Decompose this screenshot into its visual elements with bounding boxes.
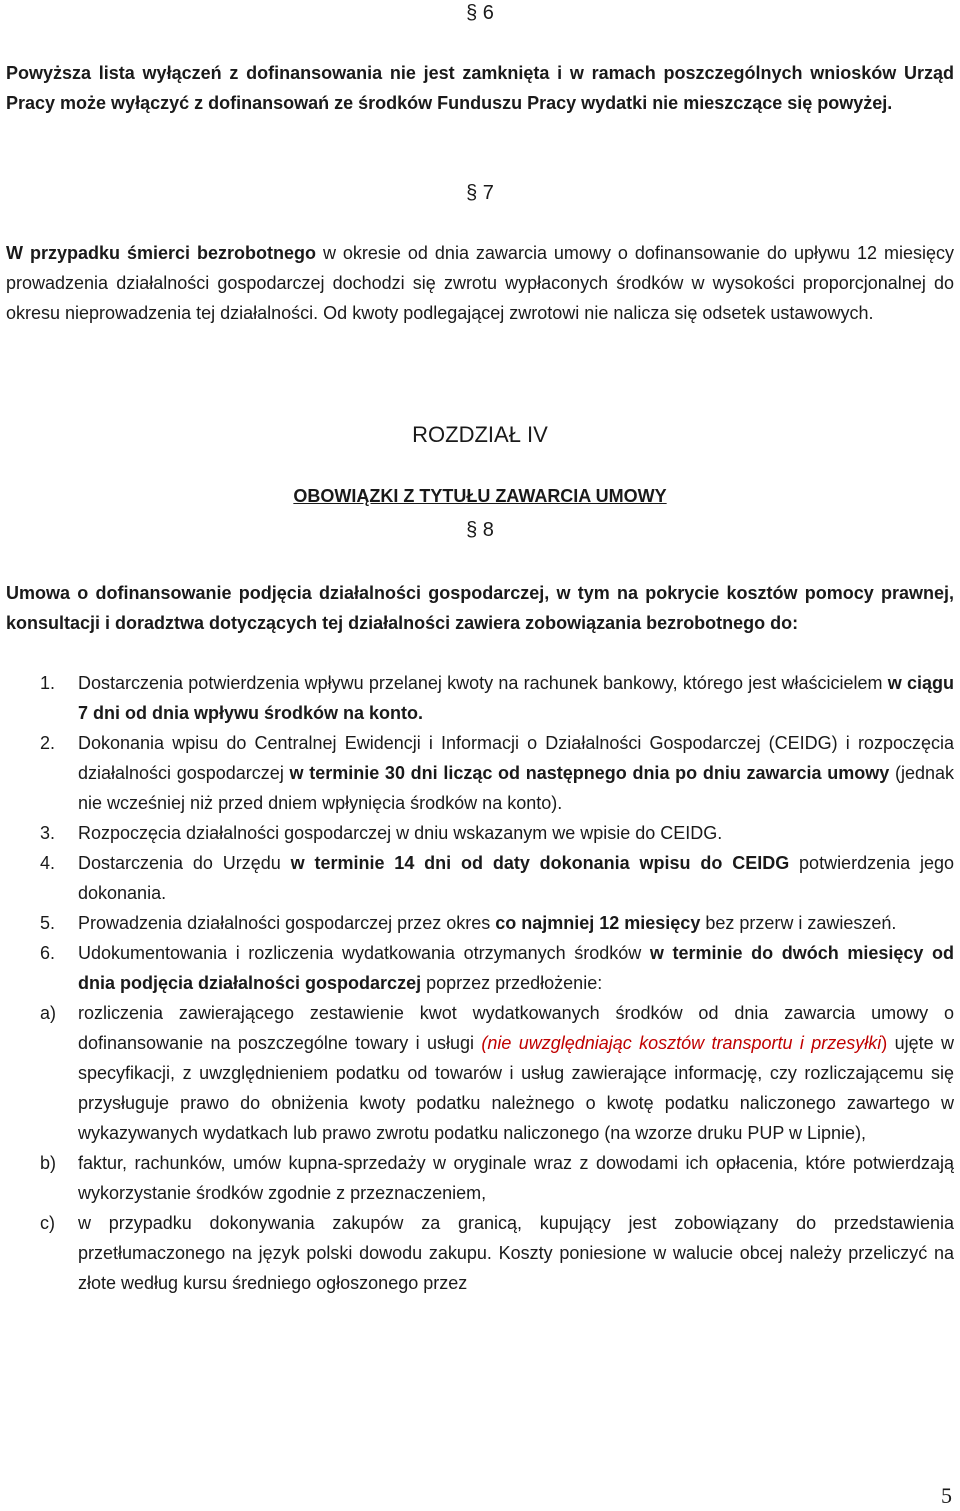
list-item-number: 4. — [40, 853, 56, 873]
section-6-heading: § 6 — [466, 2, 494, 24]
list-item-number: 2. — [40, 733, 56, 753]
list-item-number: 6. — [40, 943, 56, 963]
list-item-text: Rozpoczęcia działalności gospodarczej w dniu wskazanym we wpisie do CEIDG. — [78, 823, 723, 843]
section-7-text: w okresie od dnia zawarcia umowy o dofinansowanie do upływu 12 miesięcy prowadzenia działalności gospodarczej dochodzi się zwrotu wypłaconych środków w wysokości proporcjonalnej do okresu nieprowadzenia tej działalności. Od kwoty podlegającej zwrotowi nie nalicza się odsetek ustawowych. — [6, 243, 954, 323]
list-item-text: Dostarczenia do Urzędu — [78, 853, 291, 873]
sub-item-label: c) — [40, 1213, 55, 1233]
sub-item-red-paren: ) — [881, 1033, 888, 1053]
list-item — [6, 908, 954, 938]
section-8-heading: § 8 — [466, 519, 494, 541]
page-number: 5 — [941, 1483, 952, 1508]
list-item-text-2: potwierdzenia jego dokonania. — [78, 853, 954, 903]
sub-item-text: rozliczenia zawierającego zestawienie kwot wydatkowanych środków od dnia zawarcia umowy o dofinansowanie na poszczególne towary i usługi — [78, 1003, 954, 1053]
list-item — [6, 848, 954, 908]
sub-item-text: faktur, rachunków, umów kupna-sprzedaży w oryginale wraz z dowodami ich opłacenia, które potwierdzają wykorzystanie środków zgodnie z przeznaczeniem, — [78, 1153, 954, 1203]
list-item-bold: w terminie 30 dni licząc od następnego dnia po dniu zawarcia umowy — [289, 763, 890, 783]
list-item-text-2: poprzez przedłożenie: — [421, 973, 603, 993]
section-6-paragraph: Powyższa lista wyłączeń z dofinansowania nie jest zamknięta i w ramach poszczególnych wniosków Urząd Pracy może wyłączyć z dofinansowań ze środków Funduszu Pracy wydatki nie mieszczące się powyżej. — [6, 63, 954, 113]
sub-item-b — [6, 1148, 954, 1208]
chapter-title: ROZDZIAŁ IV — [412, 422, 548, 447]
list-item-bold: w ciągu 7 dni od dnia wpływu środków na konto. — [78, 673, 955, 723]
section-8-paragraph: Umowa o dofinansowanie podjęcia działalności gospodarczej, w tym na pokrycie kosztów pomocy prawnej, konsultacji i doradztwa dotyczących tej działalności zawiera zobowiązania bezrobotnego do: — [6, 583, 954, 633]
list-item — [6, 938, 954, 998]
obligations-list — [6, 668, 954, 1298]
list-item-number: 3. — [40, 823, 56, 843]
list-item-bold: w terminie do dwóch miesięcy od dnia podjęcia działalności gospodarczej — [78, 943, 954, 993]
list-item-text-2: (jednak nie wcześniej niż przed dniem wpłynięcia środków na konto). — [78, 763, 954, 813]
sub-item-label: a) — [40, 1003, 57, 1023]
sub-item-label: b) — [40, 1153, 57, 1173]
list-item-text: Udokumentowania i rozliczenia wydatkowania otrzymanych środków — [78, 943, 650, 963]
sub-item-red-note: (nie uwzględniając kosztów transportu i przesyłki — [481, 1033, 882, 1053]
list-item-number: 5. — [40, 913, 56, 933]
list-item-text: Dokonania wpisu do Centralnej Ewidencji i Informacji o Działalności Gospodarczej (CEIDG) i rozpoczęcia działalności gospodarczej — [78, 733, 954, 783]
list-item-bold: w terminie 14 dni od daty dokonania wpisu do CEIDG — [290, 853, 790, 873]
section-7-heading: § 7 — [466, 182, 494, 204]
chapter-subtitle: OBOWIĄZKI Z TYTUŁU ZAWARCIA UMOWY — [293, 486, 667, 506]
section-7-bold-lead: W przypadku śmierci bezrobotnego — [6, 243, 316, 263]
list-item-bold: co najmniej 12 miesięcy — [495, 913, 701, 933]
list-item-number: 1. — [40, 673, 56, 693]
list-item-text: Dostarczenia potwierdzenia wpływu przelanej kwoty na rachunek bankowy, którego jest właścicielem — [78, 673, 888, 693]
list-item — [6, 818, 954, 848]
sub-item-text: w przypadku dokonywania zakupów za granicą, kupujący jest zobowiązany do przedstawienia przetłumaczonego na język polski dowodu zakupu. Koszty poniesione w walucie obcej należy przeliczyć na złote według kursu średniego ogłoszonego przez — [78, 1213, 954, 1293]
sub-item-c — [6, 1208, 954, 1298]
sub-item-text-2: ujęte w specyfikacji, z uwzględnieniem podatku od towarów i usług zawierające informację, czy rozliczającemu się przysługuje prawo do obniżenia kwoty podatku należnego o kwotę podatku naliczonego zawartego w wykazywanych wydatkach lub prawo zwrotu podatku naliczonego (na wzorze druku PUP w Lipnie), — [78, 1033, 954, 1143]
section-7-paragraph — [6, 238, 954, 328]
sub-item-a — [6, 998, 954, 1148]
list-item — [6, 668, 954, 728]
list-item — [6, 728, 954, 818]
list-item-text: Prowadzenia działalności gospodarczej przez okres — [78, 913, 496, 933]
list-item-text-2: bez przerw i zawieszeń. — [700, 913, 897, 933]
